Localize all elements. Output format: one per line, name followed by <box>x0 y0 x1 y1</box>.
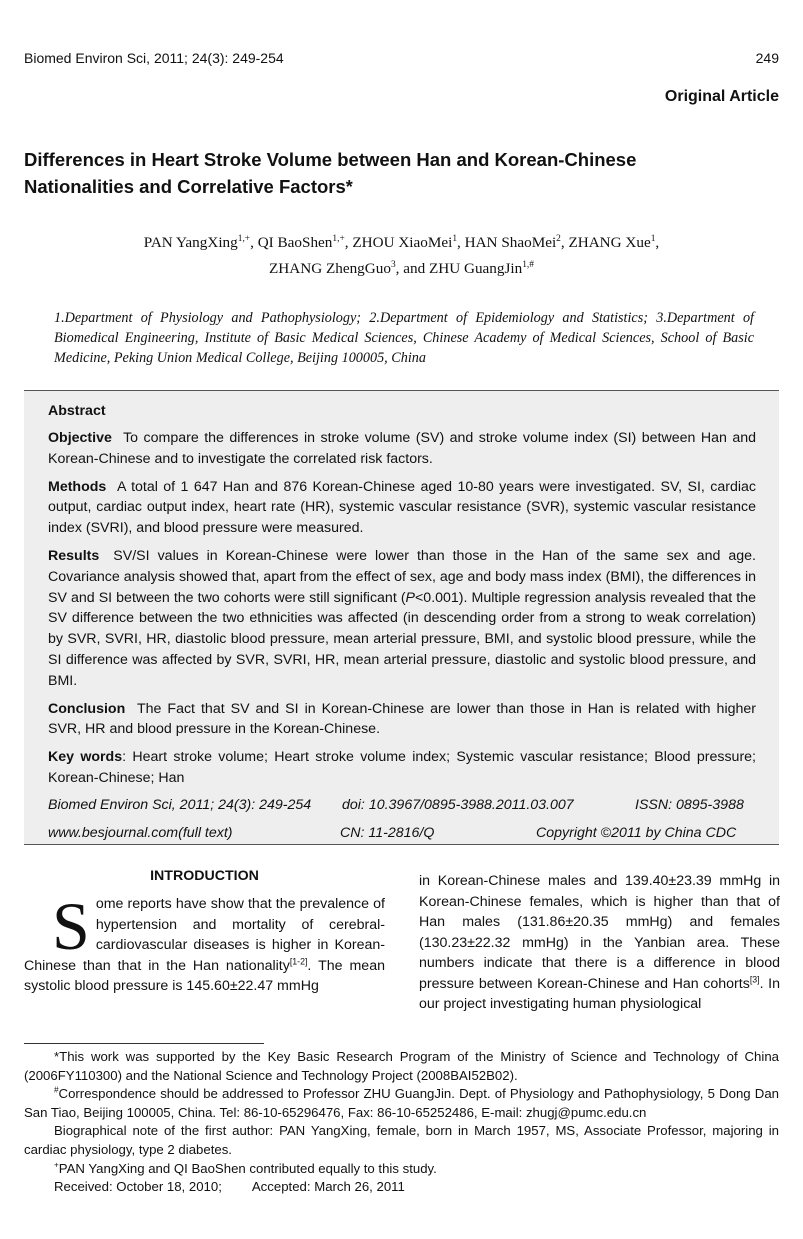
footnote-correspondence <box>24 1085 779 1122</box>
page-number: 249 <box>755 50 779 66</box>
author-affil-mark: 1,+ <box>237 233 251 244</box>
equal-contribution-text: PAN YangXing and QI BaoShen contributed equally to this study. <box>58 1160 437 1176</box>
results-text-cont: <0.001). Multiple regression analysis revealed that the SV difference between the two ethnicities was affected (in descending order from a strong to weak correlation) by SVR, SVRI, HR, diastolic blood pressure, mean arterial pressure, BMI, and systolic blood pressure, while the SI difference was affected by SVR, SVRI, HR, mean arterial pressure, diastolic and systolic blood pressure, and BMI. <box>48 589 756 689</box>
intro-right-text: in Korean-Chinese males and 139.40±23.39 mmHg in Korean-Chinese females, which is higher than that of Han males (131.86±20.35 mmHg) and females (130.23±22.32 mmHg) in the Yanbian area. These numbers indicate that there is a difference in blood pressure between Korean-Chinese and Han cohorts <box>419 873 780 992</box>
abstract-box <box>24 390 779 845</box>
received-date: Received: October 18, 2010; <box>54 1179 222 1195</box>
author-affil-mark: 1,+ <box>332 233 345 244</box>
author-affil-mark: 1 <box>650 233 656 244</box>
objective-text: To compare the differences in stroke volume (SV) and stroke volume index (SI) between Han and Korean-Chinese and to investigate the correlated risk factors. <box>48 430 757 467</box>
author-affil-mark: 2 <box>556 233 561 244</box>
results-label: Results <box>48 547 100 564</box>
author-affil-mark: 1,# <box>522 259 534 270</box>
abstract-objective <box>48 428 756 470</box>
author-name: ZHOU XiaoMei <box>352 234 453 251</box>
introduction-heading: INTRODUCTION <box>150 868 259 884</box>
author-affil-mark: 1 <box>452 233 458 244</box>
intro-left-column <box>24 866 385 997</box>
accepted-date: Accepted: March 26, 2011 <box>251 1179 405 1195</box>
abstract-results <box>48 546 756 692</box>
reference-mark: [3] <box>749 973 760 984</box>
p-value-symbol: P <box>405 589 416 606</box>
author-name: PAN YangXing <box>143 234 238 251</box>
conclusion-text: The Fact that SV and SI in Korean-Chinese are lower than those in Han is related with higher SVR, HR and blood pressure in the Korean-Chinese. <box>48 700 756 738</box>
intro-text-cont: . The mean systolic blood pressure is 145.60±22.47 mmHg <box>24 957 385 994</box>
conclusion-label: Conclusion <box>48 700 126 717</box>
footnote-mark: + <box>54 1160 59 1170</box>
copyright: Copyright ©2011 by China CDC <box>536 825 737 841</box>
footnotes <box>24 1048 779 1197</box>
author-name: ZHANG Xue <box>568 234 651 251</box>
footnote-funding: *This work was supported by the Key Basic Research Program of the Ministry of Science and Technology of China (2006FY110300) and the National Science and Technology Project (2008BAI52B02). <box>24 1049 779 1083</box>
article-type: Original Article <box>664 88 779 105</box>
drop-cap: S <box>52 888 90 964</box>
intro-right-text-cont: . In our project investigating human physiological <box>419 975 781 1012</box>
intro-right-column <box>419 871 780 1015</box>
abstract-methods <box>48 477 756 539</box>
website-link[interactable]: www.besjournal.com(full text) <box>48 825 233 841</box>
abstract-keywords <box>48 747 756 789</box>
journal-citation-header: Biomed Environ Sci, 2011; 24(3): 249-254 <box>24 50 284 66</box>
keywords-text: : Heart stroke volume; Heart stroke volume index; Systemic vascular resistance; Blood pressure; Korean-Chinese; Han <box>48 749 756 786</box>
correspondence-text: Correspondence should be addressed to Professor ZHU GuangJin. Dept. of Physiology and Pathophysiology, 5 Dong Dan San Tiao, Beijing 100005, China. Tel: 86-10-65296476, Fax: 86-10-65252486, E-mail: zhugj@pumc.edu.cn <box>24 1086 779 1120</box>
author-name: ZHANG ZhengGuo <box>269 260 391 277</box>
author-list: PAN YangXing$^{1,+}$, QI BaoShen$^{1,+}$, ZHOU XiaoMei$^1$, HAN ShaoMei$^2$, ZHANG Xue$^1$, ZHANG ZhengGuo$^3$, and ZHU GuangJin$^{1,\#}$ <box>143 233 660 277</box>
cn-number: CN: 11-2816/Q <box>340 825 435 841</box>
author-name: ZHU GuangJin <box>428 260 523 277</box>
keywords-label: Key words <box>48 749 123 766</box>
footnote-mark: # <box>54 1085 59 1095</box>
article-title <box>24 146 744 201</box>
abstract-heading: Abstract <box>48 403 106 419</box>
title-text: Differences in Heart Stroke Volume between Han and Korean-Chinese Nationalities and Correlative Factors <box>24 149 637 197</box>
footnote-equal <box>24 1160 779 1179</box>
intro-text: ome reports have show that the prevalence of hypertension and mortality of cerebral-cardiovascular diseases is higher in Korean-Chinese than that in the Han nationality <box>24 896 385 974</box>
reference-mark: [1-2] <box>289 955 308 966</box>
abstract-conclusion <box>48 699 756 741</box>
objective-label: Objective <box>48 430 112 446</box>
footnote-dates <box>24 1178 779 1197</box>
issn: ISSN: 0895-3988 <box>635 797 744 813</box>
citation: Biomed Environ Sci, 2011; 24(3): 249-254 <box>48 797 312 813</box>
methods-label: Methods <box>48 478 107 495</box>
methods-text: A total of 1 647 Han and 876 Korean-Chinese aged 10-80 years were investigated. SV, SI, cardiac output, cardiac output index, heart rate (HR), systemic vascular resistance (SVR), systemic vascular resistance index (SVRI), and blood pressure were measured. <box>48 478 756 537</box>
doi: doi: 10.3967/0895-3988.2011.03.007 <box>342 797 574 813</box>
title-footnote-mark: * <box>345 177 353 197</box>
footnote-bio: Biographical note of the first author: PAN YangXing, female, born in March 1957, MS, Associate Professor, majoring in cardiac physiology, type 2 diabetes. <box>24 1123 779 1157</box>
results-text: SV/SI values in Korean-Chinese were lower than those in the Han of the same sex and age. Covariance analysis showed that, apart from the effect of sex, age and body mass index (BMI), the differences in SV and SI between the two cohorts were still significant ( <box>48 547 756 606</box>
author-name: HAN ShaoMei <box>464 234 557 251</box>
affiliations: 1.Department of Physiology and Pathophysiology; 2.Department of Epidemiology and Statistics; 3.Department of Biomedical Engineering, Institute of Basic Medical Sciences, Chinese Academy of Medical Sciences, School of Basic Medicine, Peking Union Medical College, Beijing 100005, China <box>54 310 754 366</box>
author-affil-mark: 3 <box>390 259 396 270</box>
author-name: QI BaoShen <box>257 234 333 251</box>
footnote-divider <box>24 1043 264 1044</box>
